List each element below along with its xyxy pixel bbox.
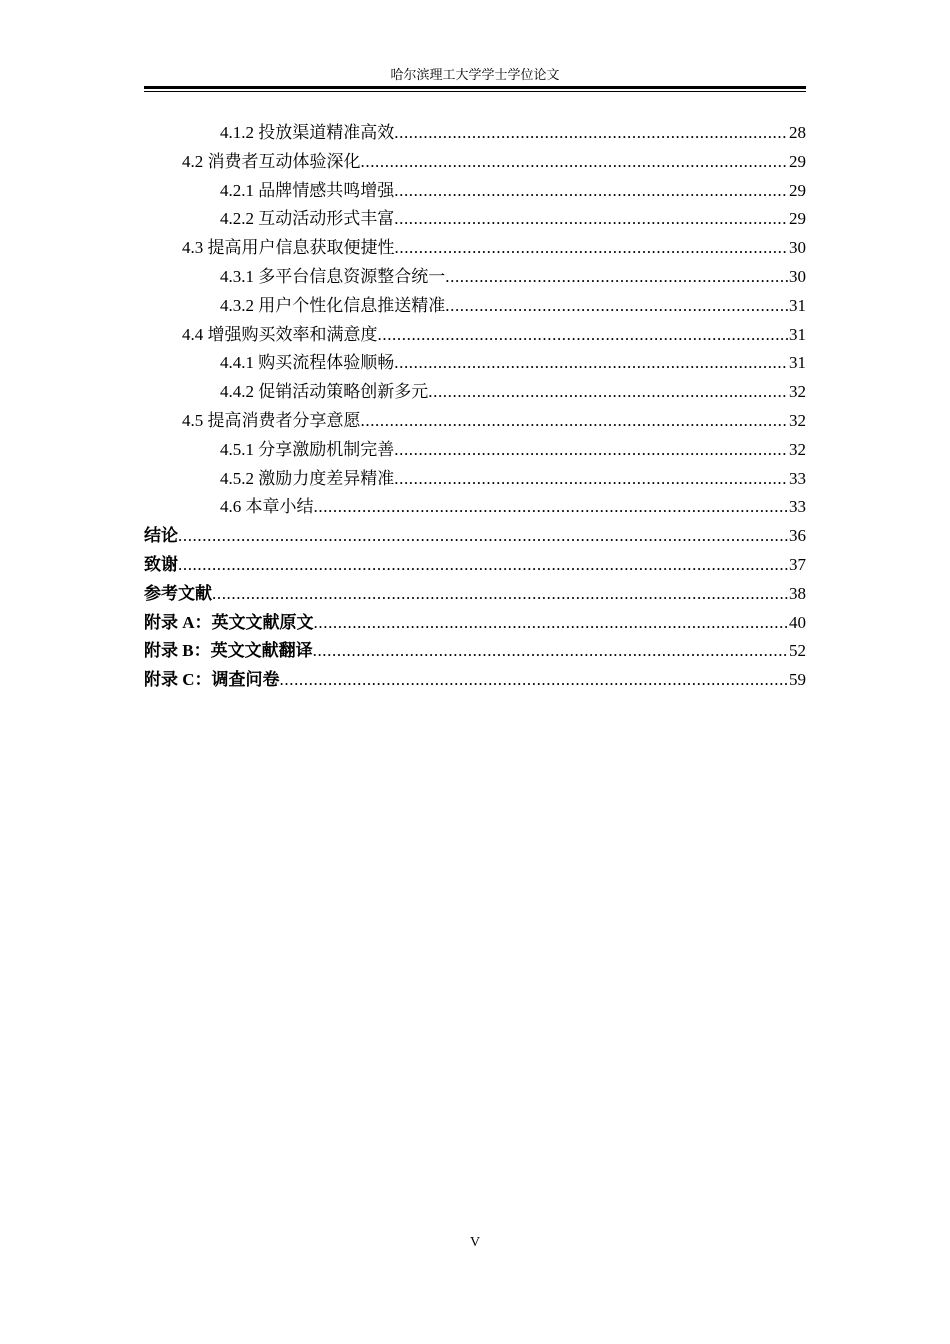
toc-entry-title: 4.4.1 购买流程体验顺畅 (220, 353, 395, 373)
toc-entry-page: 30 (789, 267, 806, 286)
toc-entry[interactable] (220, 490, 806, 518)
toc-dot-leader (445, 266, 788, 288)
toc-entry-title: 4.3.2 用户个性化信息推送精准 (220, 295, 446, 315)
toc-entry-title: 4.4 增强购买效率和满意度 (182, 324, 378, 344)
toc-entry[interactable] (220, 202, 806, 230)
page-number: V (469, 1235, 481, 1250)
toc-entry[interactable] (220, 260, 806, 288)
toc-dot-leader (212, 583, 788, 605)
toc-entry-page: 40 (789, 612, 806, 632)
toc-entry[interactable] (220, 433, 806, 461)
toc-entry-title: 4.5 提高消费者分享意愿 (182, 411, 361, 430)
toc-dot-leader (394, 208, 788, 230)
toc-entry-title: 致谢 (144, 555, 178, 574)
header-rule-thin (144, 91, 806, 92)
toc-entry-page: 28 (789, 123, 806, 142)
toc-entry-title: 4.3.1 多平台信息资源整合统一 (220, 267, 446, 286)
toc-dot-leader (395, 237, 789, 259)
toc-entry-page: 31 (789, 295, 806, 315)
toc-entry[interactable] (220, 289, 806, 317)
toc-dot-leader (361, 410, 789, 432)
toc-entry-title: 4.4.2 促销活动策略创新多元 (220, 382, 429, 402)
toc-dot-leader (428, 381, 788, 403)
toc-dot-leader (178, 554, 788, 576)
toc-entry-page: 31 (789, 353, 806, 373)
toc-entry[interactable] (144, 663, 806, 691)
toc-entry-title: 4.2.1 品牌情感共鸣增强 (220, 180, 395, 200)
toc-dot-leader (394, 180, 788, 202)
toc-dot-leader (361, 151, 789, 173)
toc-entry-title: 附录 A：英文文献原文 (144, 612, 314, 632)
toc-entry-page: 37 (789, 555, 806, 574)
toc-entry[interactable] (144, 634, 806, 662)
toc-entry-page: 32 (789, 411, 806, 430)
toc-entry-page: 33 (789, 468, 806, 488)
toc-entry-title: 4.5.1 分享激励机制完善 (220, 439, 395, 459)
toc-dot-leader (313, 640, 788, 662)
toc-dot-leader (394, 122, 788, 144)
toc-entry-title: 4.1.2 投放渠道精准高效 (220, 123, 395, 142)
toc-entry[interactable] (220, 116, 806, 144)
toc-entry[interactable] (182, 231, 806, 259)
toc-entry[interactable] (220, 462, 806, 490)
toc-entry-title: 4.2.2 互动活动形式丰富 (220, 209, 395, 229)
toc-entry-title: 参考文献 (144, 583, 212, 603)
toc-entry-page: 32 (789, 382, 806, 402)
toc-entry-title: 结论 (144, 526, 178, 546)
toc-entry[interactable] (144, 548, 806, 576)
toc-dot-leader (314, 612, 788, 634)
toc-entry-page: 29 (789, 151, 806, 171)
toc-entry-page: 36 (789, 526, 806, 546)
toc-entry-page: 59 (789, 670, 806, 690)
toc-entry[interactable] (182, 145, 806, 173)
toc-entry[interactable] (144, 577, 806, 605)
toc-dot-leader (314, 496, 789, 518)
toc-entry-page: 30 (789, 238, 806, 258)
toc-dot-leader (394, 468, 788, 490)
toc-entry[interactable] (220, 346, 806, 374)
toc-entry[interactable] (220, 375, 806, 403)
toc-entry[interactable] (144, 519, 806, 547)
toc-dot-leader (280, 669, 788, 691)
toc-entry-title: 4.3 提高用户信息获取便捷性 (182, 238, 395, 258)
toc-entry-page: 32 (789, 439, 806, 459)
toc-entry-page: 29 (789, 209, 806, 229)
toc-entry[interactable] (144, 606, 806, 634)
toc-entry-title: 4.6 本章小结 (220, 497, 314, 517)
toc-dot-leader (394, 439, 788, 461)
toc-dot-leader (394, 352, 788, 374)
toc-dot-leader (178, 525, 788, 547)
toc-entry-title: 附录 B：英文文献翻译 (144, 641, 313, 661)
running-header-title: 哈尔滨理工大学学士学位论文 (390, 67, 560, 82)
header-rule-thick (144, 86, 806, 89)
toc-dot-leader (445, 295, 788, 317)
toc-entry-title: 4.2 消费者互动体验深化 (182, 151, 361, 171)
toc-entry[interactable] (182, 318, 806, 346)
toc-dot-leader (378, 324, 789, 346)
toc-entry[interactable] (220, 174, 806, 202)
toc-entry[interactable] (182, 404, 806, 432)
toc-entry-page: 31 (789, 324, 806, 344)
toc-entry-page: 52 (789, 641, 806, 661)
toc-entry-title: 4.5.2 激励力度差异精准 (220, 468, 395, 488)
toc-entry-page: 29 (789, 180, 806, 200)
toc-entry-title: 附录 C：调查问卷 (144, 670, 280, 690)
toc-entry-page: 33 (789, 497, 806, 517)
toc-entry-page: 38 (789, 583, 806, 603)
